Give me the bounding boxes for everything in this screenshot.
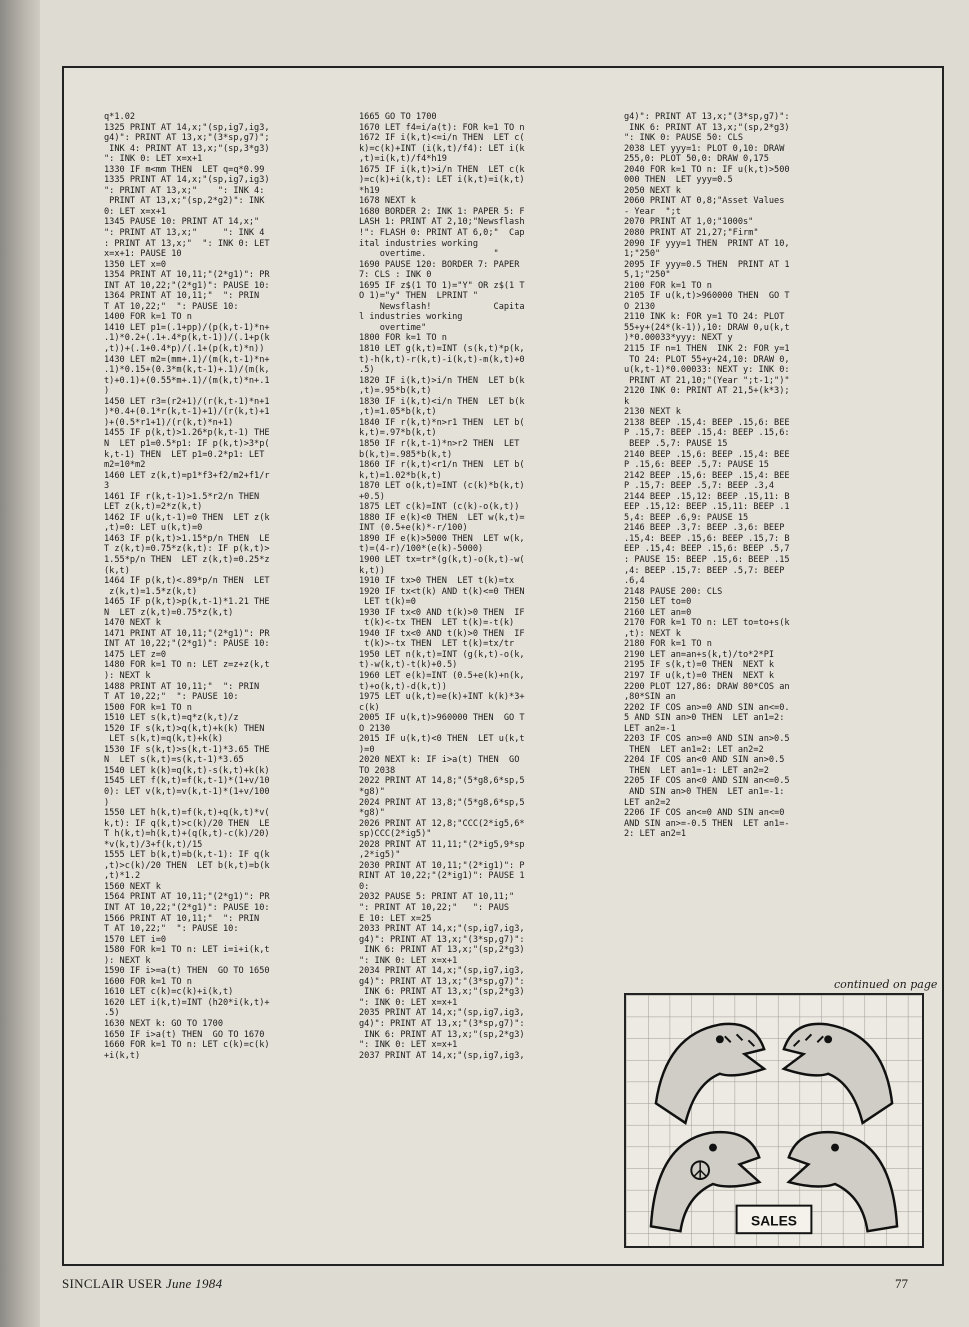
listing-column-2: 1665 GO TO 1700 1670 LET f4=i/a(t): FOR k=1 TO n 1672 IF i(k,t)<=i/n THEN LET c( k)=c(k)+INT (i(k,t)/f4): LET i(k ,t)=i(k,t)/f4*h19 1675 IF i(k,t)>i/n THEN LET c(k )=c(k)+i(k,t): LET i(k,t)=i(k,t) *h19 1678 NEXT k 1680 BORDER 2: INK 1: PAPER 5: F LASH 1: PRINT AT 2,10;"Newsflash !": FLASH 0: PRINT AT 6,0;" Cap ital industries working overtime. " 1690 PAUSE 120: BORDER 7: PAPER 7: CLS : INK 0 1695 IF z$(1 TO 1)="Y" OR z$(1 T O 1)="y" THEN LPRINT " Newsflash! Capita l industries working overtime" 1800 FOR k=1 TO n 1810 LET g(k,t)=INT (s(k,t)*p(k, t)-h(k,t)-r(k,t)-i(k,t)-m(k,t)+0 .5) 1820 IF i(k,t)>i/n THEN LET b(k ,t)=.95*b(k,t) 1830 IF i(k,t)<i/n THEN LET b(k ,t)=1.05*b(k,t) 1840 IF r(k,t)*n>r1 THEN LET b( k,t)=.97*b(k,t) 1850 IF r(k,t-1)*n>r2 THEN LET b(k,t)=.985*b(k,t) 1860 IF r(k,t)<r1/n THEN LET b( k,t)=1.02*b(k,t) 1870 LET o(k,t)=INT (c(k)*b(k,t) +0.5) 1875 LET c(k)=INT (c(k)-o(k,t)) 1880 IF e(k)<0 THEN LET w(k,t)= INT (0.5+e(k)*-r/100) 1890 IF e(k)>5000 THEN LET w(k, t)=(4-r)/100*(e(k)-5000) 1900 LET tx=tr*(g(k,t)-o(k,t)-w( k,t)) 1910 IF tx>0 THEN LET t(k)=tx 1920 IF tx<t(k) AND t(k)<=0 THEN LET t(k)=0 1930 IF tx<0 AND t(k)>0 THEN IF t(k)<-tx THEN LET t(k)=-t(k) 1940 IF tx<0 AND t(k)>0 THEN IF t(k)>-tx THEN LET t(k)=tx/tr 1950 LET n(k,t)=INT (g(k,t)-o(k, t)-w(k,t)-t(k)+0.5) 1960 LET e(k)=INT (0.5+e(k)+n(k, t)+o(k,t)-d(k,t)) 1975 LET u(k,t)=e(k)+INT k(k)*3+ c(k) 2005 IF u(k,t)>960000 THEN GO T O 2130 2015 IF u(k,t)<0 THEN LET u(k,t )=0 2020 NEXT k: IF i>a(t) THEN GO TO 2038 2022 PRINT AT 14,8;"(5*g8,6*sp,5 *g8)" 2024 PRINT AT 13,8;"(5*g8,6*sp,5 *g8)" 2026 PRINT AT 12,8;"CCC(2*ig5,6* sp)CCC(2*ig5)" 2028 PRINT AT 11,11;"(2*ig5,9*sp ,2*ig5)" 2030 PRINT AT 10,11;"(2*ig1)": P RINT AT 10,22;"(2*ig1)": PAUSE 1 0: 2032 PAUSE 5: PRINT AT 10,11;" ": PRINT AT 10,22;" ": PAUS E 10: LET x=25 2033 PRINT AT 14,x;"(sp,ig7,ig3, g4)": PRINT AT 13,x;"(3*sp,g7)": INK 6: PRINT AT 13,x;"(sp,2*g3) ": INK 0: LET x=x+1 2034 PRINT AT 14,x;"(sp,ig7,ig3, g4)": PRINT AT 13,x;"(3*sp,g7)": INK 6: PRINT AT 13,x;"(sp,2*g3) ": INK 0: LET x=x+1 2035 PRINT AT 14,x;"(sp,ig7,ig3, g4)": PRINT AT 13,x;"(3*sp,g7)": INK 6: PRINT AT 13,x;"(sp,2*g3) ": INK 0: LET x=x+1 2037 PRINT AT 14,x;"(sp,ig7,ig3, <box>359 112 525 1061</box>
issue-date: June 1984 <box>165 1276 223 1291</box>
magazine-title: SINCLAIR USER <box>62 1276 163 1291</box>
footer-magazine <box>62 1276 222 1292</box>
sales-sign-text: SALES <box>751 1213 797 1229</box>
dinosaur-drawing <box>626 995 922 1246</box>
continued-note: continued on page <box>834 978 938 991</box>
listing-frame <box>62 66 944 1266</box>
listing-column-1: q*1.02 1325 PRINT AT 14,x;"(sp,ig7,ig3, g4)": PRINT AT 13,x;"(3*sp,g7)"; INK 4: PRINT AT 13,x;"(sp,3*g3) ": INK 0: LET x=x+1 1330 IF m<mm THEN LET q=q*0.99 1335 PRINT AT 14,x;"(sp,ig7,ig3) ": PRINT AT 13,x;" ": INK 4: PRINT AT 13,x;"(sp,2*g2)": INK 0: LET x=x+1 1345 PAUSE 10: PRINT AT 14,x;" ": PRINT AT 13,x;" ": INK 4 : PRINT AT 13,x;" ": INK 0: LET x=x+1: PAUSE 10 1350 LET x=0 1354 PRINT AT 10,11;"(2*g1)": PR INT AT 10,22;"(2*g1)": PAUSE 10: 1364 PRINT AT 10,11;" ": PRIN T AT 10,22;" ": PAUSE 10: 1400 FOR k=1 TO n 1410 LET p1=(.1+pp)/(p(k,t-1)*n+ .1)*0.2+(.1+.4*p(k,t-1))/(.1+p(k ,t))+(.1+0.4*p)/(.1+(p(k,t)*n)) 1430 LET m2=(mm+.1)/(m(k,t-1)*n+ .1)*0.15+(0.3*m(k,t-1)+.1)/(m(k, t)+0.1)+(0.55*m+.1)/(m(k,t)*n+.1 ) 1450 LET r3=(r2+1)/(r(k,t-1)*n+1 )*0.4+(0.1*r(k,t-1)+1)/(r(k,t)+1 )+(0.5*r1+1)/(r(k,t)*n+1) 1455 IF p(k,t)>1.26*p(k,t-1) THE N LET p1=0.5*p1: IF p(k,t)>3*p( k,t-1) THEN LET p1=0.2*p1: LET m2=10*m2 1460 LET z(k,t)=p1*f3+f2/m2+f1/r 3 1461 IF r(k,t-1)>1.5*r2/n THEN LET z(k,t)=2*z(k,t) 1462 IF u(k,t-1)=0 THEN LET z(k ,t)=0: LET u(k,t)=0 1463 IF p(k,t)>1.15*p/n THEN LE T z(k,t)=0.75*z(k,t): IF p(k,t)> 1.55*p/n THEN LET z(k,t)=0.25*z (k,t) 1464 IF p(k,t)<.89*p/n THEN LET z(k,t)=1.5*z(k,t) 1465 IF p(k,t)>p(k,t-1)*1.21 THE N LET z(k,t)=0.75*z(k,t) 1470 NEXT k 1471 PRINT AT 10,11;"(2*g1)": PR INT AT 10,22;"(2*g1)": PAUSE 10: 1475 LET z=0 1480 FOR k=1 TO n: LET z=z+z(k,t ): NEXT k 1488 PRINT AT 10,11;" ": PRIN T AT 10,22;" ": PAUSE 10: 1500 FOR k=1 TO n 1510 LET s(k,t)=q*z(k,t)/z 1520 IF s(k,t)>q(k,t)+k(k) THEN LET s(k,t)=q(k,t)+k(k) 1530 IF s(k,t)>s(k,t-1)*3.65 THE N LET s(k,t)=s(k,t-1)*3.65 1540 LET k(k)=q(k,t)-s(k,t)+k(k) 1545 LET f(k,t)=f(k,t-1)*(1+v/10 0): LET v(k,t)=v(k,t-1)*(1+v/100 ) 1550 LET h(k,t)=f(k,t)+q(k,t)*v( k,t): IF q(k,t)>c(k)/20 THEN LE T h(k,t)=h(k,t)+(q(k,t)-c(k)/20) *v(k,t)/3+f(k,t)/15 1555 LET b(k,t)=b(k,t-1): IF q(k ,t)>c(k)/20 THEN LET b(k,t)=b(k ,t)*1.2 1560 NEXT k 1564 PRINT AT 10,11;"(2*g1)": PR INT AT 10,22;"(2*g1)": PAUSE 10: 1566 PRINT AT 10,11;" ": PRIN T AT 10,22;" ": PAUSE 10: 1570 LET i=0 1580 FOR k=1 TO n: LET i=i+i(k,t ): NEXT k 1590 IF i>=a(t) THEN GO TO 1650 1600 FOR k=1 TO n 1610 LET c(k)=c(k)+i(k,t) 1620 LET i(k,t)=INT (h20*i(k,t)+ .5) 1630 NEXT k: GO TO 1700 1650 IF i>a(t) THEN GO TO 1670 1660 FOR k=1 TO n: LET c(k)=c(k) +i(k,t) <box>104 112 270 1061</box>
page-binding-shadow <box>0 0 40 1327</box>
page-number: 77 <box>895 1276 908 1291</box>
dinosaur-illustration <box>624 993 924 1248</box>
listing-column-3: g4)": PRINT AT 13,x;"(3*sp,g7)": INK 6: PRINT AT 13,x;"(sp,2*g3) ": INK 0: PAUSE 50: CLS 2038 LET yyy=1: PLOT 0,10: DRAW 255,0: PLOT 50,0: DRAW 0,175 2040 FOR k=1 TO n: IF u(k,t)>500 000 THEN LET yyy=0.5 2050 NEXT k 2060 PRINT AT 0,8;"Asset Values - Year ";t 2070 PRINT AT 1,0;"1000s" 2080 PRINT AT 21,27;"Firm" 2090 IF yyy=1 THEN PRINT AT 10, 1;"250" 2095 IF yyy=0.5 THEN PRINT AT 1 5,1;"250" 2100 FOR k=1 TO n 2105 IF u(k,t)>960000 THEN GO T O 2130 2110 INK k: FOR y=1 TO 24: PLOT 55+y+(24*(k-1)),10: DRAW 0,u(k,t )*0.00033*yyy: NEXT y 2115 IF n=1 THEN INK 2: FOR y=1 TO 24: PLOT 55+y+24,10: DRAW 0, u(k,t-1)*0.00033: NEXT y: INK 0: PRINT AT 21,10;"(Year ";t-1;")" 2120 INK 0: PRINT AT 21,5+(k*3); k 2130 NEXT k 2138 BEEP .15,4: BEEP .15,6: BEE P .15,7: BEEP .15,4: BEEP .15,6: BEEP .5,7: PAUSE 15 2140 BEEP .15,6: BEEP .15,4: BEE P .15,6: BEEP .5,7: PAUSE 15 2142 BEEP .15,6: BEEP .15,4: BEE P .15,7: BEEP .5,7: BEEP .3,4 2144 BEEP .15,12: BEEP .15,11: B EEP .15,12: BEEP .15,11: BEEP .1 5,4: BEEP .6,9: PAUSE 15 2146 BEEP .3,7: BEEP .3,6: BEEP .15,4: BEEP .15,6: BEEP .15,7: B EEP .15,4: BEEP .15,6: BEEP .5,7 : PAUSE 15: BEEP .15,6: BEEP .15 ,4: BEEP .15,7: BEEP .5,7: BEEP .6,4 2148 PAUSE 200: CLS 2150 LET to=0 2160 LET an=0 2170 FOR k=1 TO n: LET to=to+s(k ,t): NEXT k 2180 FOR k=1 TO n 2190 LET an=an+s(k,t)/to*2*PI 2195 IF s(k,t)=0 THEN NEXT k 2197 IF u(k,t)=0 THEN NEXT k 2200 PLOT 127,86: DRAW 80*COS an ,80*SIN an 2202 IF COS an>=0 AND SIN an<=0. 5 AND SIN an>0 THEN LET an1=2: LET an2=-1 2203 IF COS an>=0 AND SIN an>0.5 THEN LET an1=2: LET an2=2 2204 IF COS an<0 AND SIN an>0.5 THEN LET an1=-1: LET an2=2 2205 IF COS an<0 AND SIN an<=0.5 AND SIN an>0 THEN LET an1=-1: LET an2=2 2206 IF COS an<=0 AND SIN an<=0 AND SIN an>=-0.5 THEN LET an1=- 2: LET an2=1 <box>624 112 790 840</box>
